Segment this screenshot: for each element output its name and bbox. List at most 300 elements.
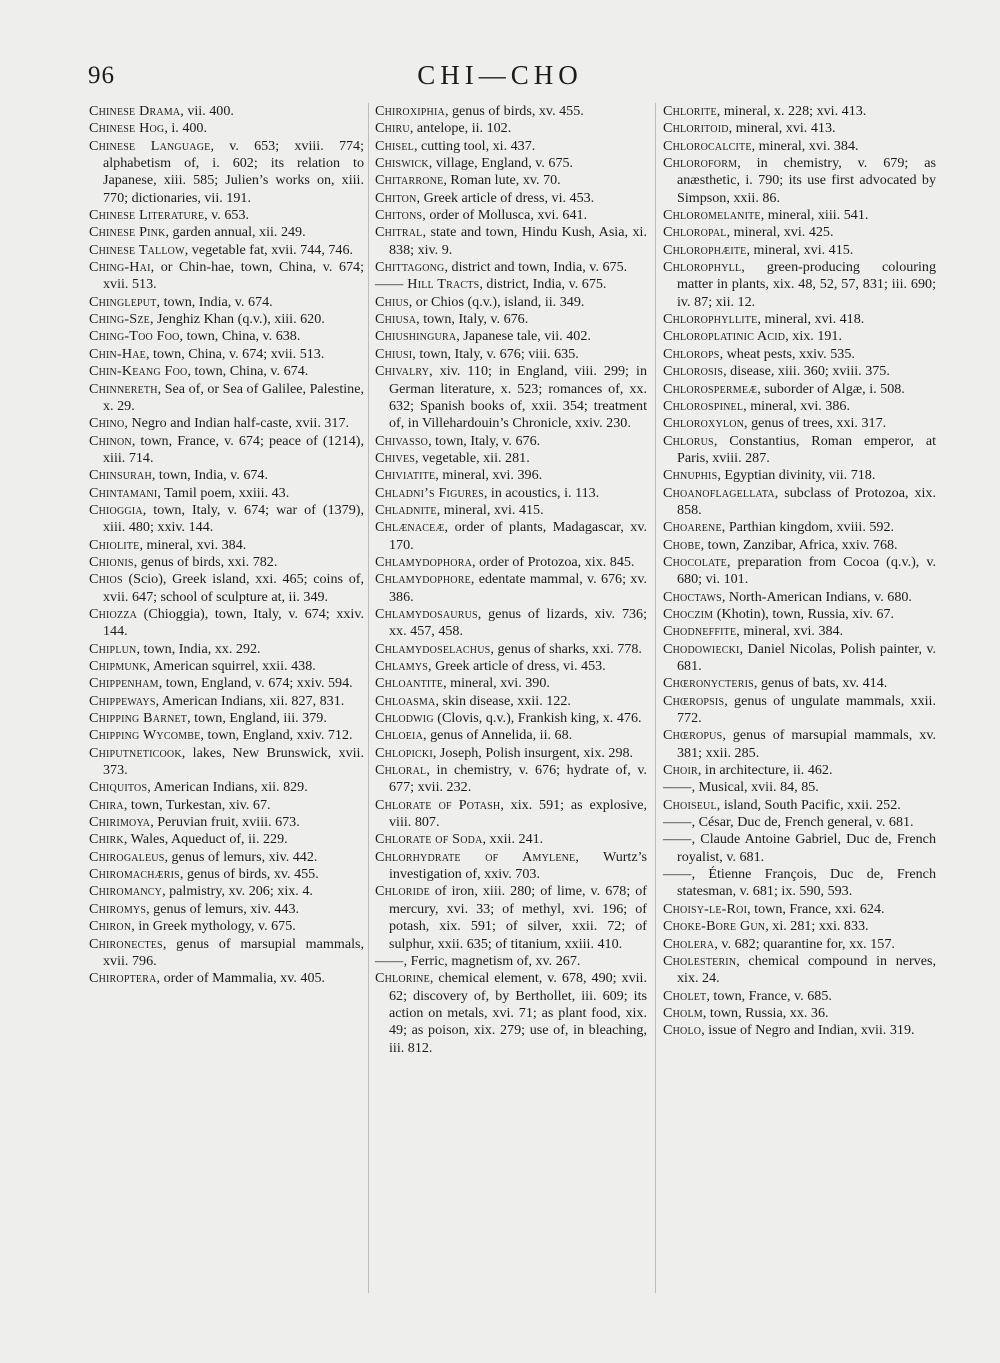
entry-references: , Tamil poem, xxiii. 43. (157, 484, 290, 501)
entry-references: , in chemistry, v. 676; hydrate of, v. 677; xvii. 232. (389, 762, 647, 796)
entry-references: , i. 400. (164, 120, 207, 137)
entry-heading: Chœropsis (663, 692, 725, 709)
index-entry (89, 866, 364, 883)
entry-heading: Chlopicki (375, 744, 433, 761)
page-number: 96 (88, 62, 115, 89)
entry-references: , island, South Pacific, xxii. 252. (716, 796, 901, 813)
entry-heading: Ching-Sze (89, 311, 150, 328)
entry-references: , genus of lemurs, xiv. 443. (146, 900, 300, 917)
index-entry (89, 537, 364, 554)
entry-references: , Joseph, Polish insurgent, xix. 298. (432, 744, 634, 761)
entry-references: , genus of Annelida, ii. 68. (423, 727, 573, 744)
entry-heading: Chodowiecki (663, 640, 740, 657)
entry-references: , xix. 591; as explosive, viii. 807. (389, 796, 647, 831)
column-divider (368, 103, 369, 1293)
index-entry (663, 415, 936, 432)
entry-heading: Chiplun (89, 640, 137, 657)
entry-references: , town, France, xxi. 624. (747, 900, 885, 917)
index-entry (89, 675, 364, 692)
index-entry (89, 120, 364, 137)
index-entry (663, 328, 936, 345)
entry-heading: —— Hill Tracts (375, 276, 480, 293)
entry-heading: Chira (89, 796, 124, 813)
entry-references: , edentate mammal, v. 676; xv. 386. (389, 571, 647, 605)
entry-heading: Chodneffite (663, 623, 737, 640)
index-entry (89, 641, 364, 658)
running-head: CHI—CHO (417, 60, 583, 90)
entry-references: , town, China, v. 638. (179, 328, 301, 345)
entry-heading: Chino (89, 415, 125, 432)
entry-references: , order of Protozoa, xix. 845. (472, 553, 635, 570)
entry-heading: Chloroxylon (663, 415, 745, 432)
entry-references: , in architecture, ii. 462. (697, 762, 833, 779)
entry-heading: Chinese Drama (89, 103, 181, 119)
index-entry (89, 502, 364, 537)
entry-references: , mineral, xvi. 384. (139, 536, 247, 553)
index-entry (375, 155, 647, 172)
index-entry (663, 138, 936, 155)
index-entry (663, 675, 936, 692)
entry-heading: Chiroptera (89, 970, 157, 987)
index-entry (375, 745, 647, 762)
entry-references: , palmistry, xv. 206; xix. 4. (162, 883, 313, 900)
entry-references: , North-American Indians, v. 680. (721, 588, 912, 605)
entry-heading: Chlorate of Potash (375, 796, 501, 813)
index-entry (89, 901, 364, 918)
index-entry (375, 797, 647, 832)
index-entry (663, 120, 936, 137)
entry-references: , Ferric, magnetism of, xv. 267. (403, 952, 581, 969)
entry-heading: Choarene (663, 519, 722, 536)
entry-references: , genus of lemurs, xiv. 442. (164, 848, 318, 865)
entry-heading: Ching-Hai (89, 259, 151, 276)
entry-heading: Chloeia (375, 727, 424, 744)
entry-heading: Choisy-le-Roi (663, 900, 748, 917)
index-entry (89, 467, 364, 484)
entry-heading: Chiton (375, 189, 417, 206)
entry-references: , or Chin-hae, town, China, v. 674; xvii. 513. (103, 259, 364, 293)
entry-references: , green-producing colouring matter in plants, xix. 48, 52, 57, 831; iii. 690; iv. 87; xii. 12. (677, 259, 936, 310)
entry-heading: Cholet (663, 987, 707, 1004)
index-entry (375, 294, 647, 311)
entry-references: , mineral, xvi. 396. (435, 467, 543, 484)
index-entry (663, 779, 936, 796)
index-entry (375, 259, 647, 276)
entry-heading: Chinese Pink (89, 224, 166, 241)
entry-heading: Cholo (663, 1022, 702, 1039)
index-entry (89, 831, 364, 848)
entry-references: , genus of sharks, xxi. 778. (490, 640, 642, 657)
entry-heading: Chloropal (663, 224, 727, 241)
index-entry (663, 606, 936, 623)
index-entry (89, 224, 364, 241)
index-entry (89, 363, 364, 380)
index-entry (89, 571, 364, 606)
entry-heading: Chlamydophora (375, 553, 473, 570)
entry-heading: Chloritoid (663, 120, 729, 137)
index-entry (663, 467, 936, 484)
entry-heading: Choiseul (663, 796, 717, 813)
index-entry (89, 328, 364, 345)
entry-heading: Choczim (663, 605, 714, 622)
index-entry (663, 259, 936, 311)
index-entry (375, 762, 647, 797)
index-entry (375, 883, 647, 952)
entry-references: , genus of birds, xv. 455. (444, 103, 584, 119)
entry-heading: Chloantite (375, 675, 444, 692)
index-entry (375, 276, 647, 293)
index-entry (663, 988, 936, 1005)
index-entry (663, 485, 936, 520)
entry-heading: Ching-Too Foo (89, 328, 180, 345)
index-entry (375, 346, 647, 363)
entry-heading: Chlorosis (663, 363, 724, 380)
entry-heading: Chiromys (89, 900, 147, 917)
entry-references: , suborder of Algæ, i. 508. (757, 380, 905, 397)
entry-references: , district, India, v. 675. (479, 276, 607, 293)
entry-references: , town, India, v. 674. (156, 293, 273, 310)
entry-heading: Chloroform (663, 155, 738, 172)
index-entry (89, 485, 364, 502)
entry-references: , genus of marsupial mammals, xv. 381; xxii. 285. (677, 727, 936, 761)
entry-references: , lakes, New Brunswick, xvii. 373. (103, 744, 364, 779)
entry-references: , Japanese tale, vii. 402. (456, 328, 591, 345)
index-entry (663, 866, 936, 901)
entry-heading: Chlænaceæ (375, 519, 445, 536)
index-entry (375, 970, 647, 1057)
entry-heading: Chiputneticook (89, 744, 182, 761)
index-entry (663, 831, 936, 866)
index-entry (375, 849, 647, 884)
index-entry (375, 606, 647, 641)
index-entry (663, 207, 936, 224)
index-entry (375, 311, 647, 328)
entry-heading: Chlorate of Soda (375, 831, 483, 848)
entry-heading: Chnuphis (663, 467, 718, 484)
entry-references: , César, Duc de, French general, v. 681. (691, 814, 914, 831)
entry-references: , mineral, xiii. 541. (760, 207, 869, 224)
index-entry (663, 797, 936, 814)
entry-heading: Chittagong (375, 259, 445, 276)
entry-heading: Cholesterin (663, 952, 737, 969)
index-entry (375, 953, 647, 970)
index-entry (375, 103, 647, 120)
index-entry (663, 554, 936, 589)
entry-references: , wheat pests, xxiv. 535. (719, 345, 855, 362)
entry-references: , v. 653; xviii. 774; alphabetism of, i. 602; its relation to Japanese, xiii. 585; Julien’s works on, xiii. 770; dictionaries, vii. 191. (103, 137, 364, 206)
entry-heading: Chlorophæite (663, 241, 747, 258)
entry-references: , town, France, v. 685. (706, 987, 832, 1004)
entry-references: , American squirrel, xxii. 438. (146, 658, 316, 674)
entry-references: , chemical element, v. 678, 490; xvii. 62; discovery of, by Berthollet, iii. 609; its action on metals, xvi. 71; as plant food, xix. 49; as poison, xix. 279; use of, in bleaching, iii. 812. (389, 970, 647, 1056)
entry-heading: Chœropus (663, 727, 723, 744)
entry-heading: Chlorite (663, 103, 717, 119)
entry-references: , Roman lute, xv. 70. (443, 172, 561, 189)
index-entry (375, 519, 647, 554)
entry-heading: Chinese Hog (89, 120, 165, 137)
entry-references: , disease, xiii. 360; xviii. 375. (723, 363, 890, 380)
entry-references: (Chioggia), town, Italy, v. 674; xxiv. 144. (103, 605, 364, 640)
index-entry (375, 224, 647, 259)
entry-references: , town, Italy, v. 676; viii. 635. (412, 345, 579, 362)
entry-heading: —— (663, 831, 692, 848)
index-entry (89, 797, 364, 814)
entry-heading: Chipping Barnet (89, 710, 188, 727)
entry-heading: Chladni’s Figures (375, 484, 484, 501)
entry-heading: Chinnereth (89, 380, 158, 397)
index-entry (89, 936, 364, 971)
entry-heading: Chintamani (89, 484, 158, 501)
index-entry (89, 693, 364, 710)
entry-references: , genus of ungulate mammals, xxii. 772. (677, 692, 936, 727)
index-entry (663, 363, 936, 380)
entry-heading: Cholm (663, 1004, 703, 1021)
entry-references: , v. 653. (204, 207, 250, 224)
index-entry (375, 363, 647, 432)
entry-heading: Chirimoya (89, 814, 151, 831)
index-entry (663, 433, 936, 468)
entry-heading: Chitral (375, 224, 423, 241)
entry-heading: Chivalry (375, 363, 430, 380)
entry-heading: Cholera (663, 935, 715, 952)
entry-heading: Chloroplatinic Acid (663, 328, 786, 345)
index-entry (89, 207, 364, 224)
entry-references: , mineral, xvi. 413. (728, 120, 836, 137)
entry-heading: Chloasma (375, 692, 436, 709)
entry-heading: Chlorocalcite (663, 137, 752, 154)
index-entry (375, 675, 647, 692)
entry-references: , genus of birds, xxi. 782. (133, 553, 278, 570)
entry-references: , Daniel Nicolas, Polish painter, v. 681. (677, 640, 936, 674)
index-entry (663, 381, 936, 398)
entry-references: , genus of marsupial mammals, xvii. 796. (103, 935, 364, 969)
index-entry (663, 519, 936, 536)
index-column-left (89, 103, 364, 988)
entry-references: , town, England, v. 674; xxiv. 594. (158, 675, 353, 692)
entry-heading: Chinese Tallow (89, 241, 185, 258)
entry-references: , in chemistry, v. 679; as anæsthetic, i. 790; its use first advocated by Simpson, xxii. 86. (677, 155, 936, 206)
entry-heading: Chin-Hae (89, 345, 146, 362)
entry-references: , mineral, xvi. 425. (726, 224, 834, 241)
index-entry (663, 224, 936, 241)
entry-heading: —— (663, 779, 692, 796)
entry-references: , Negro and Indian half-caste, xvii. 317. (124, 415, 350, 432)
entry-references: (Clovis, q.v.), Frankish king, x. 476. (433, 710, 642, 727)
entry-heading: Chipmunk (89, 658, 147, 674)
entry-references: , order of Mammalia, xv. 405. (156, 970, 326, 987)
index-entry (89, 433, 364, 468)
entry-heading: Chlorhydrate of Amylene (375, 848, 576, 865)
index-entry (375, 727, 647, 744)
index-entry (375, 571, 647, 606)
entry-references: , mineral, xvi. 390. (443, 675, 550, 692)
index-entry (375, 502, 647, 519)
entry-heading: Chiolite (89, 536, 140, 553)
index-entry (375, 450, 647, 467)
entry-references: , town, England, iii. 379. (187, 710, 327, 727)
index-entry (89, 710, 364, 727)
entry-references: (Khotin), town, Russia, xiv. 67. (713, 605, 894, 622)
entry-heading: Chirogaleus (89, 848, 165, 865)
index-entry (89, 883, 364, 900)
index-entry (375, 120, 647, 137)
index-entry (663, 918, 936, 935)
index-entry (375, 138, 647, 155)
entry-references: , state and town, Hindu Kush, Asia, xi. 838; xiv. 9. (389, 224, 647, 258)
index-entry (375, 467, 647, 484)
index-entry (663, 623, 936, 640)
entry-references: , Parthian kingdom, xviii. 592. (721, 519, 895, 536)
entry-references: , town, England, xxiv. 712. (200, 727, 353, 744)
index-entry (89, 727, 364, 744)
entry-heading: Chœronycteris (663, 675, 754, 692)
index-entry (663, 311, 936, 328)
entry-references: , Greek article of dress, vi. 453. (416, 189, 595, 206)
entry-references: , xiv. 110; in England, viii. 299; in German literature, x. 523; romances of, xx. 632; Spanish books of, xxii. 354; treatment of, in Villehardouin’s Chronicle, xxiv. 230. (389, 363, 647, 432)
entry-references: , mineral, xvi. 415. (746, 241, 854, 258)
entry-references: , in acoustics, i. 113. (483, 484, 600, 501)
entry-references: , preparation from Cocoa (q.v.), v. 680; vi. 101. (677, 553, 936, 588)
index-entry (375, 710, 647, 727)
entry-references: , Greek article of dress, vi. 453. (428, 658, 606, 674)
entry-references: , town, China, v. 674; xvii. 513. (145, 345, 325, 362)
entry-references: , town, Zanzibar, Africa, xxiv. 768. (700, 536, 898, 553)
entry-heading: Choir (663, 762, 698, 779)
entry-heading: Chiquitos (89, 779, 148, 796)
entry-references: , town, Russia, xx. 36. (702, 1004, 829, 1021)
entry-heading: Choctaws (663, 588, 722, 605)
entry-references: , town, France, v. 674; peace of (1214), xiii. 714. (103, 432, 364, 466)
entry-heading: Chlorus (663, 432, 714, 449)
entry-references: , vegetable fat, xvii. 744, 746. (184, 241, 354, 258)
entry-references: , cutting tool, xi. 437. (413, 137, 536, 154)
entry-references: , mineral, xvi. 418. (757, 311, 865, 328)
entry-references: , town, Italy, v. 674; war of (1379), xiii. 480; xxiv. 144. (103, 501, 364, 536)
index-entry (375, 207, 647, 224)
entry-references: , mineral, xvi. 415. (436, 501, 544, 518)
index-entry (89, 814, 364, 831)
index-entry (663, 936, 936, 953)
entry-references: , town, Italy, v. 676. (416, 311, 529, 328)
index-entry (663, 155, 936, 207)
entry-heading: Chipping Wycombe (89, 727, 201, 744)
entry-references: , xi. 281; xxi. 833. (765, 918, 869, 935)
index-entry (89, 138, 364, 207)
entry-heading: Chlorops (663, 345, 720, 362)
entry-heading: Chippenham (89, 675, 159, 692)
entry-references: , order of Mollusca, xvi. 641. (422, 207, 588, 224)
index-column-middle (375, 103, 647, 1057)
entry-references: , order of plants, Madagascar, xv. 170. (389, 519, 647, 553)
entry-heading: Chlorine (375, 970, 430, 987)
index-entry (89, 970, 364, 987)
entry-heading: Chiusi (375, 345, 413, 362)
entry-heading: Chlorophyll (663, 259, 742, 276)
entry-references: , Constantius, Roman emperor, at Paris, xviii. 287. (677, 432, 936, 466)
entry-references: , chemical compound in nerves, xix. 24. (677, 952, 936, 987)
index-entry (375, 658, 647, 675)
entry-references: , genus of trees, xxi. 317. (744, 415, 887, 432)
index-entry (89, 346, 364, 363)
entry-heading: Chivasso (375, 432, 429, 449)
index-entry (375, 190, 647, 207)
entry-references: , v. 682; quarantine for, xx. 157. (714, 935, 895, 952)
entry-references: , American Indians, xii. 829. (147, 779, 308, 796)
entry-heading: Chirk (89, 831, 124, 848)
entry-references: , mineral, xvi. 386. (743, 397, 850, 414)
index-entry (375, 693, 647, 710)
entry-references: , xix. 191. (785, 328, 843, 345)
entry-references: , Wales, Aqueduct of, ii. 229. (123, 831, 288, 848)
index-entry (663, 103, 936, 120)
entry-heading: Chloride (375, 883, 430, 900)
index-entry (375, 433, 647, 450)
entry-heading: Chloromelanite (663, 207, 761, 224)
entry-heading: Chlamys (375, 658, 429, 674)
index-entry (89, 381, 364, 416)
entry-heading: Chobe (663, 536, 701, 553)
entry-heading: Chitons (375, 207, 423, 224)
index-entry (89, 259, 364, 294)
index-entry (375, 831, 647, 848)
entry-references: , Musical, xvii. 84, 85. (691, 779, 819, 796)
index-entry (663, 641, 936, 676)
entry-heading: Chitarrone (375, 172, 444, 189)
entry-heading: Chiru (375, 120, 410, 137)
index-entry (375, 172, 647, 189)
index-entry (375, 328, 647, 345)
index-entry (663, 814, 936, 831)
entry-heading: Chiviatite (375, 467, 436, 484)
index-entry (89, 294, 364, 311)
entry-references: , issue of Negro and Indian, xvii. 319. (701, 1022, 915, 1039)
entry-heading: Chinsurah (89, 467, 152, 484)
index-entry (663, 1022, 936, 1039)
entry-references: , mineral, xvi. 384. (751, 137, 859, 154)
entry-heading: Chlorophyllite (663, 311, 758, 328)
entry-references: , skin disease, xxii. 122. (435, 692, 571, 709)
index-entry (663, 537, 936, 554)
index-entry (375, 485, 647, 502)
index-entry (663, 762, 936, 779)
entry-heading: Chiushingura (375, 328, 457, 345)
entry-heading: Chiromachæris (89, 866, 180, 883)
entry-heading: Chladnite (375, 501, 437, 518)
index-entry (89, 103, 364, 120)
column-divider (655, 103, 656, 1293)
entry-heading: Chiozza (89, 605, 138, 622)
entry-references: , American Indians, xii. 827, 831. (155, 692, 345, 709)
entry-references: , xxii. 241. (482, 831, 544, 848)
entry-references: , mineral, x. 228; xvi. 413. (716, 103, 867, 119)
entry-heading: Chiroxiphia (375, 103, 445, 119)
index-entry (663, 953, 936, 988)
entry-references: , Jenghiz Khan (q.v.), xiii. 620. (149, 311, 325, 328)
index-entry (89, 242, 364, 259)
index-entry (663, 1005, 936, 1022)
index-entry (663, 346, 936, 363)
entry-references: , Claude Antoine Gabriel, Duc de, French royalist, v. 681. (677, 831, 936, 865)
entry-heading: Chocolate (663, 553, 727, 570)
entry-heading: Chioggia (89, 501, 143, 518)
entry-heading: Chlorospermeæ (663, 380, 758, 397)
entry-references: , town, India, xx. 292. (136, 640, 261, 657)
index-entry (663, 398, 936, 415)
index-entry (89, 554, 364, 571)
index-entry (663, 727, 936, 762)
entry-heading: Chlamydoselachus (375, 640, 491, 657)
entry-references: , or Chios (q.v.), island, ii. 349. (408, 293, 585, 310)
